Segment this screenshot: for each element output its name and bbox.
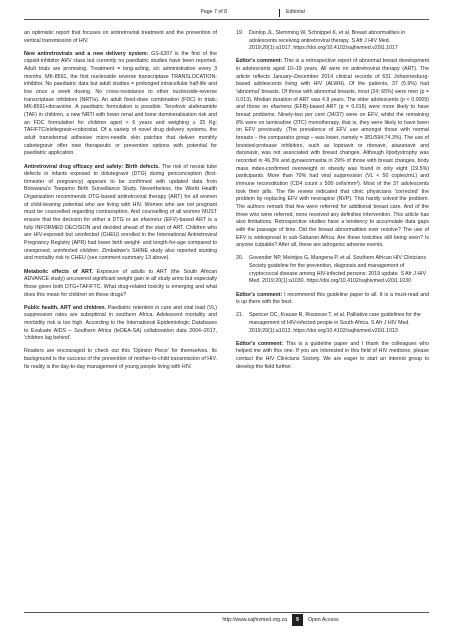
- paragraph-heading: New antiretrovirals and a new delivery system:: [24, 50, 152, 57]
- header-divider: [279, 9, 280, 17]
- reference-item: [236, 312, 429, 335]
- editor-comment-text: I recommend this guideline paper to all. It is a must-read and is up there with the best.: [236, 291, 429, 306]
- editor-comment: [236, 341, 429, 372]
- editor-comment-text: This is a retrospective report of abnormal breast development in adolescents aged 10–19 years. All were on antiretroviral therapy (ART). The article reflects January–December 2014 clinical records of 631 Johannesburg-based adolescents living with HIV (ALWH). Of the patients, 37 (5.9%) had 'abnormal' breasts. Of those with abnormal breasts, most (24; 65%) were men (p = 0.013). Median duration of ART was 4.9 years. The older adolescents (p < 0.0005) and those on efavirenz (EFB)-based ART (p = 0.016) were more likely to have breast problems. Ninety-two per cent (34/37) were on EFV, whilst the remaining 8% were on lamivudine (3TC) monotherapy, that is, they were likely to have been on EFV previously. (The prevalence of EFV use amongst those with normal breasts – the comparator group – was lower, namely = 381/594;74.3%). The use of boosted-protease inhibitors, such as lopinavir or ritonavir, atazanavir and darunavir, was not associated with breast changes. Although lipodystrophy was recorded in 46.3% and gynaecomastia in 29% of those with breast changes, body mass index-confirmed overweight or obesity was found in only eight (19.5%) participants. More than 70% had viral suppression (VL < 50 copies/mL) and immune reconstitution (CD4 count ≥ 500 cells/mm³). Most of the 37 adolescents took their pills. The file review indicated that clinic physicians 'corrected' the problem by replacing EFV with nevirapine (NVP). This hardly solved the problem. The authors remark that few were referred for additional breast care. And of the three who were referred, none received any definitive intervention. This article has also limitations. Retrospective studies have a tendency to accumulate data gaps with the passage of time. Did the breast abnormalities ever resolve? The use of EFV is widespread in sub-Saharan Africa. Are these toxicities still being seen? Is anyone culpable? After all, these are iatrogenic adverse events.: [236, 58, 429, 249]
- paragraph-text: Paediatric retention in care and viral load (VL) suppression rates are suboptimal in southern Africa. Adolescent mortality and morbidity risk is too high. According to the International Epidemiologic Databases to Evaluate AIDS – Southern Africa (IeDEA-SA) collaboration data 2004–2017, 'children lag behind'.: [24, 304, 217, 342]
- left-column: [24, 30, 217, 377]
- section-label: Editorial: [286, 9, 305, 15]
- paragraph-heading: Metabolic effects of ART.: [24, 268, 97, 275]
- page-number: 9: [292, 614, 303, 626]
- paragraph-text: Readers are encouraged to check out this 'Opinion Piece' for themselves. Its background is the success of the prevention of mother-to-child transmission of HIV. Its reality is the day-to-day management of young people living with HIV.: [24, 348, 217, 370]
- journal-url-link[interactable]: http://www.sajhivmed.org.za: [222, 617, 287, 623]
- reference-number: 21.: [236, 312, 244, 319]
- page-header: [24, 7, 429, 18]
- reference-number: 19.: [236, 30, 244, 36]
- page-footer: [24, 615, 429, 626]
- paragraph-text: The risk of neural tube defects in infants exposed to dolutegravir (DTG) during periconception (first-trimester of pregnancy) appears to be confirmed with updated data from Botswana's Tsepamo Birth Surveillance Study. Nevertheless, the World Health Organization recommends DTG-based antiretroviral therapy (ART) for all women of child-bearing potential who are living with HIV. Women who are not pregnant must be counselled regarding contraception. And counselling of all women MUST ensure that the decision for either a DTG or an efavirenz (EFV)-based ART is a fully INFORMED DECISION and decided ahead of the start of ART. Children who are HIV-exposed but uninfected (CHEU) enrolled in the International Antiretroviral Pregnancy Registry (APR) had lower birth weight- and length-for-age compared to unexposed, uninfected children. Zimbabwe's SHINE study also reported stunting and mortality risk to CHEU (see comment summary 13 above).: [24, 163, 217, 262]
- right-column: [236, 30, 429, 377]
- open-access-label: Open Access: [308, 617, 339, 623]
- left-paragraph: [24, 51, 217, 158]
- editor-comment: [236, 292, 429, 307]
- left-paragraph: [24, 348, 217, 371]
- paragraph-text: Exposure of adults to ART (the South African ADVANCE study) uncovered significant weight gain in all study arms but especially those given both DTG+TAF/FTC. What drug-related toxicity is emerging and what does this mean for children on these drugs?: [24, 268, 217, 298]
- editor-comment: [236, 58, 429, 249]
- paragraph-text: an optimistic report that focuses on antiretroviral treatment and the prevention of vertical transmission of HIV.: [24, 30, 217, 44]
- reference-text: Govender NP, Meintjes G, Mangena P, et al. Southern African HIV Clinicians Society guideline for the prevention, diagnosis and management of cryptococcal disease among HIV-infected persons: 2019 update. S Afr J HIV Med. 2019;20(1):a1030. https://doi.org/10.4102/sajhivmed.v20i1.1030: [249, 255, 427, 285]
- footer-rule: [24, 612, 429, 613]
- header-rule: [24, 19, 429, 20]
- reference-number: 20.: [236, 255, 244, 262]
- editor-comment-text: This is a guideline paper and I thank the colleagues who helped me with this one. If you are interested in this field of HIV medicine, please contact the HIV Clinicians Society. We are eager to start an interest group to develop the field further.: [236, 340, 429, 370]
- reference-item: [236, 30, 429, 53]
- left-paragraph: [24, 305, 217, 343]
- paragraph-heading: Public health, ART and children.: [24, 304, 108, 311]
- left-paragraph: [24, 269, 217, 300]
- editor-comment-heading: Editor's comment:: [236, 58, 284, 65]
- paragraph-heading: Antiretroviral drug efficacy and safety: Birth defects.: [24, 163, 162, 170]
- reference-text: Spencer DC, Krause R, Rossouw T, et al. Palliative care guidelines for the management of HIV-infected people in South Africa. S Afr J HIV Med. 2019;20(1):a1013. https://doi.org/10.4102/sajhivmed.v20i1.1013: [249, 312, 421, 334]
- reference-text: Dunlop JL, Slemming W, Schnippel K, et al. Breast abnormalities in adolescents receiving antiretroviral therapy. S Afr J HIV Med. 2019;20(1):a1017. https://doi.org/10.4102/sajhivmed.v20i1.1017: [249, 30, 406, 52]
- reference-item: [236, 255, 429, 286]
- drug-name: GS-6207: [151, 50, 173, 57]
- editor-comment-heading: Editor's comment:: [236, 340, 286, 347]
- left-paragraph: [24, 30, 217, 45]
- paragraph-text: is the first of the capsid-inhibitor ARV class but currently no paediatric studies have been reported. Adult trials are promising. Treatment = long-acting, s/c administration every 3 months. MK-8591, the first nucleoside reverse transcriptase TRANSLOCATION-inhibitor. No paediatric data but adult studies = prolonged intracellular half-life and low once a week dosing. No cross-resistance to other nucleoside-reverse transcriptase inhibitors (NRTIs). An adult fixed-dose combination (FDC) in trials: MK-8591+doravirine. A paediatric formulation is possible. Tenofovir alafenamide (TAF) in children, a new NRTI with lower renal and bone demineralisation risk and an FDC formulation for children aged > 6 years and weighing ≥ 25 Kg: TAF/FTC/elvitegravir+cobicistat. Of a variety of novel drug delivery systems, the adult transdermal adhesive micro-needle skin patches that deliver monthly cabotegravir offer new therapeutic or prevention options with potential for paediatric application.: [24, 50, 217, 157]
- page-label: Page 7 of 8: [200, 9, 227, 15]
- editor-comment-heading: Editor's comment:: [236, 291, 285, 298]
- left-paragraph: [24, 164, 217, 264]
